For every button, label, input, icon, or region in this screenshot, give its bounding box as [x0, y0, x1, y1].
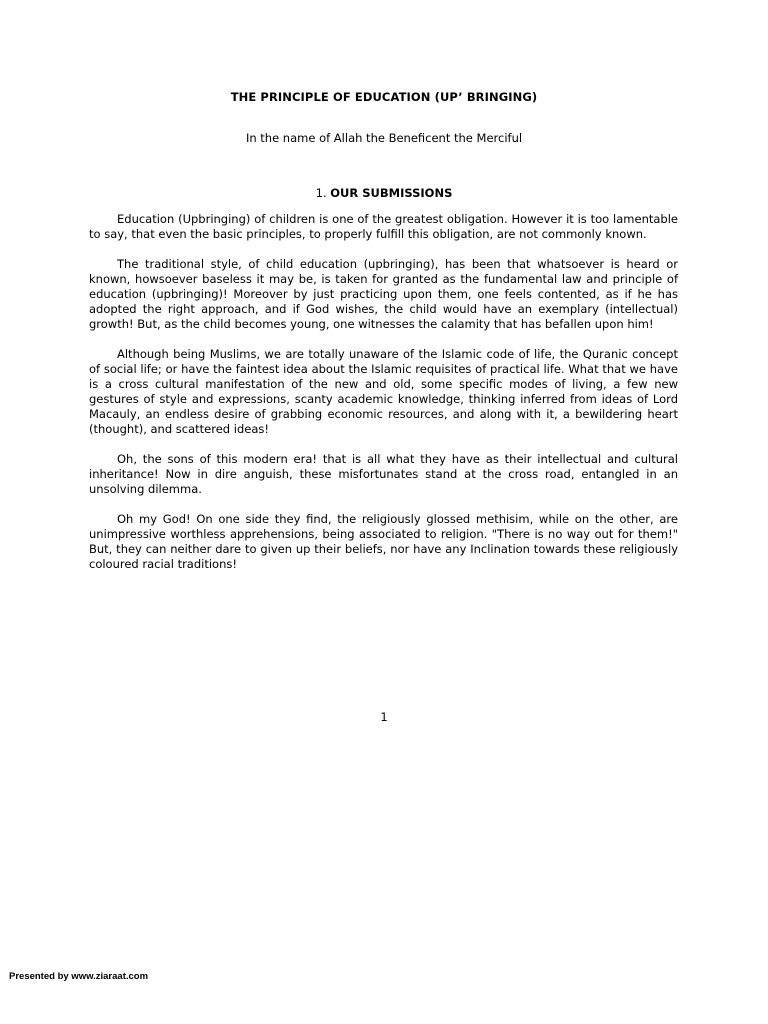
- section-title: OUR SUBMISSIONS: [330, 186, 453, 200]
- paragraph: Education (Upbringing) of children is one of the greatest obligation. However it is too lamentable to say, that even the basic principles, to properly fulfill this obligation, are not commonly known.: [89, 212, 678, 241]
- paragraph: Although being Muslims, we are totally unaware of the Islamic code of life, the Quranic concept of social life; or have the faintest idea about the Islamic requisites of practical life. What that we have is a cross cultural manifestation of the new and old, some specific modes of living, a few new gestures of style and expressions, scanty academic knowledge, thinking inferred from ideas of Lord Macauly, an endless desire of grabbing economic resources, and along with it, a bewildering heart (thought), and scattered ideas!: [89, 347, 678, 436]
- section-number: 1.: [315, 186, 327, 200]
- paragraph: The traditional style, of child education (upbringing), has been that whatsoever is heard or known, howsoever baseless it may be, is taken for granted as the fundamental law and principle of education (upbringing)! Moreover by just practicing upon them, one feels contented, as if he has adopted the right approach, and if God wishes, the child would have an exemplary (intellectual) growth! But, as the child becomes young, one witnesses the calamity that has befallen upon him!: [89, 257, 678, 331]
- paragraph: Oh, the sons of this modern era! that is all what they have as their intellectual and cultural inheritance! Now in dire anguish, these misfortunates stand at the cross road, entangled in an unsolving dilemma.: [89, 452, 678, 496]
- document-title: THE PRINCIPLE OF EDUCATION (UP’ BRINGING): [230, 90, 538, 104]
- bismillah-line: In the name of Allah the Beneficent the Merciful: [245, 131, 523, 145]
- paragraph: Oh my God! On one side they find, the religiously glossed methisim, while on the other, are unimpressive worthless apprehensions, being associated to religion. "There is no way out for them!" But, they can neither dare to given up their beliefs, nor have any Inclination towards these religiously coloured racial traditions!: [89, 512, 678, 571]
- footer-credit: Presented by www.ziaraat.com: [9, 971, 149, 982]
- body-text: [89, 212, 678, 587]
- page-number: 1: [380, 710, 388, 724]
- section-heading: [0, 186, 768, 200]
